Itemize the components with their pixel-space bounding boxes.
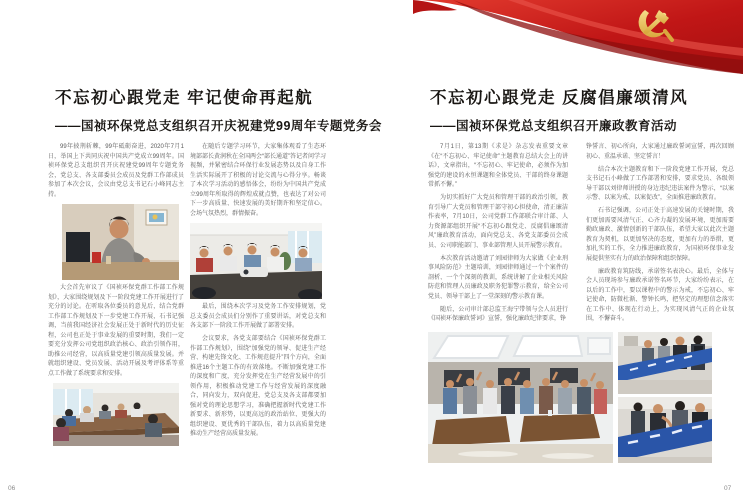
left-page-column-1 xyxy=(48,143,184,450)
red-ribbon-graphic xyxy=(413,0,743,92)
body-paragraph: 大会首先审议了《国祯环保党群工作部工作规划》，大家围绕规划及下一阶段党建工作开展进行了充分的讨论。在听取各位委员的意见后，结合党群工作部工作规划及下一步党建工作开展，石书记强调，当前我国经济社会发展正处于新时代的历史征程，公司也正处于事业发展的重要时期，我们一定要充分发挥公司党组织政治核心、政治引领作用，助推公司经营，以高质量党建引领高质量发展。并就组织建设、党员发展、活动开展及考评体系等重点工作做了系统要求和安排。 xyxy=(48,285,184,377)
right-article-title: 不忘初心跟党走 反腐倡廉颂清风 xyxy=(430,89,689,107)
left-article-subtitle: ——国祯环保党总支组织召开庆祝建党99周年专题党务会 xyxy=(55,119,382,133)
photo-study-session xyxy=(190,223,322,299)
right-article-subtitle: ——国祯环保党总支组织召开廉政教育活动 xyxy=(430,119,678,133)
red-ribbon-banner xyxy=(413,0,743,92)
right-article-header xyxy=(430,84,688,134)
body-paragraph: 99年披荆斩棘，99年砥砺奋进，2020年7月1日，举国上下共同庆祝中国共产党成立99周年。国祯环保党总支组织召开庆祝建党99周年专题党务会，党总支、各支部委员会成员及党群工作部成员参加了本次会议，会议由党总支书记石小峰同志主持。 xyxy=(48,144,184,198)
photo-banner-signing-closeup xyxy=(618,397,712,463)
right-page-column-1 xyxy=(428,143,568,328)
left-article-title: 不忘初心跟党走 牢记使命再起航 xyxy=(55,89,314,107)
body-paragraph: 会议要求，各党支部要结合《国祯环保党群工作部工作规划》，围绕“加强党的领导、促进生产经营、构建先锋文化、工作规范提升”四个方向，全面推进16个主题工作的有效落地。不断加强党建工作的深度和广度，充分发挥党在生产经营发展中的引领作用，积极推动党建工作与经营发展的深度融合，同向发力，双向促进，党总支及各支部都要加强对党的理论思想学习，准确把握新时代党建工作新要求、新形势，以更高远的政治站位、更强大的组织建设、更优秀的干部队伍，着力以高质量党建推动生产经营高质量发展。 xyxy=(190,336,326,437)
photo-banner-signing xyxy=(618,332,712,394)
body-paragraph: 7月1日，第13期《求是》杂志发表重要文章《在“不忘初心、牢记使命”主题教育总结大会上的讲话》，文章指出，“不忘初心、牢记使命，必须作为加强党的建设的永恒课题和全体党员、干部的终身课题常抓不懈。” xyxy=(428,144,568,188)
page-number-right: 07 xyxy=(724,485,732,492)
body-paragraph: 结合本次主题教育和下一阶段党建工作开展，党总支书记石小峰做了工作部署和安排，要求党员、各级领导干部以刘律师讲授的身边违纪违法案件为警示，“以案示警、以案为戒、以案促改”，全面推进廉政教育。 xyxy=(586,166,734,201)
page-number-left: 06 xyxy=(8,485,16,492)
left-article-header xyxy=(55,84,382,134)
body-paragraph: 随后，公司审计部总监王海宁带领与会人员进行《国祯环保廉政誓词》宣誓，强化廉政纪律要求，铮 xyxy=(428,306,568,322)
body-paragraph: 石书记强调，公司正处于高速发展的关键时期，我们更加需要风清气正、心齐力凝的发展环境，更加需要勤政廉政、激情创新的干部队伍，希望大家以此次主题教育为契机，以更加坚决的态度，更加有力的举措，更加扎实的工作，全力推进廉政教育，为国祯环保事业发展提供坚实有力的政治保障和组织保障。 xyxy=(586,208,734,262)
body-paragraph: 廉政教育筑防线，承诺签名表决心。最后，全体与会人员现场参与廉政承诺签名环节，大家纷纷表示，在以后的工作中，要以课程中的警示为戒，不忘初心、牢记使命，防微杜渐、警钟长鸣，把坚定的理想信念落实在工作中、体现在行动上，为实现风清气正的企业氛围，不懈奋斗。 xyxy=(586,268,734,322)
body-paragraph: 在随后专题学习环节，大家集体观看了生态环境部部长黄润秋在全国两会“部长通道”答记者问学习视频，并紧密结合环保行业发展态势以及自身工作生活实际展开了积极的讨论交流与心得分享。畅谈了本次学习活动的感悟体会，纷纷为中国共产党成立99周年所取得的辉煌成就点赞，也表达了对公司下一步高质量、快速发展的美好期许和坚定信心。会场气氛热烈，群情振奋。 xyxy=(190,144,326,217)
body-paragraph: 最后，围绕本次学习及党务工作安排规划，党总支委员会成员们分别作了重要讲话，对党总支和各支部下一阶段工作开展做了部署安排。 xyxy=(190,304,326,329)
photo-speaker-at-desk xyxy=(62,204,179,280)
body-paragraph: 铮誓言、初心所向，大家通过廉政誓词宣誓，再次回顾初心、重温承诺、坚定誓言！ xyxy=(586,144,734,160)
right-page-column-2 xyxy=(586,143,734,328)
photo-oath-ceremony xyxy=(428,332,613,463)
body-paragraph: 本次教育活动邀请了刘园律师为大家做《企业刑事风险防范》主题培训，刘园律师通过一个个案件的剖析、一个个深刻的教训，系统讲解了企业相关风险防范和管理人员廉政及职务犯罪警示教育，给全公司党员、领导干部上了一堂深刻的警示教育课。 xyxy=(428,255,568,300)
photo-long-table-meeting xyxy=(53,383,179,446)
left-page-column-2 xyxy=(190,143,326,443)
body-paragraph: 为切实抓好广大党员和管理干部的政治引领，教育引导广大党员和管理干部守初心担使命，清正廉洁作表率，7月10日，公司党群工作部联合审计部、人力资源部组织开展“不忘初心跟党走、反腐倡廉颂清风”廉政教育活动，面向党总支、各党支部委员会成员、公司职能部门、事业部管理人员开展警示教育。 xyxy=(428,195,568,249)
